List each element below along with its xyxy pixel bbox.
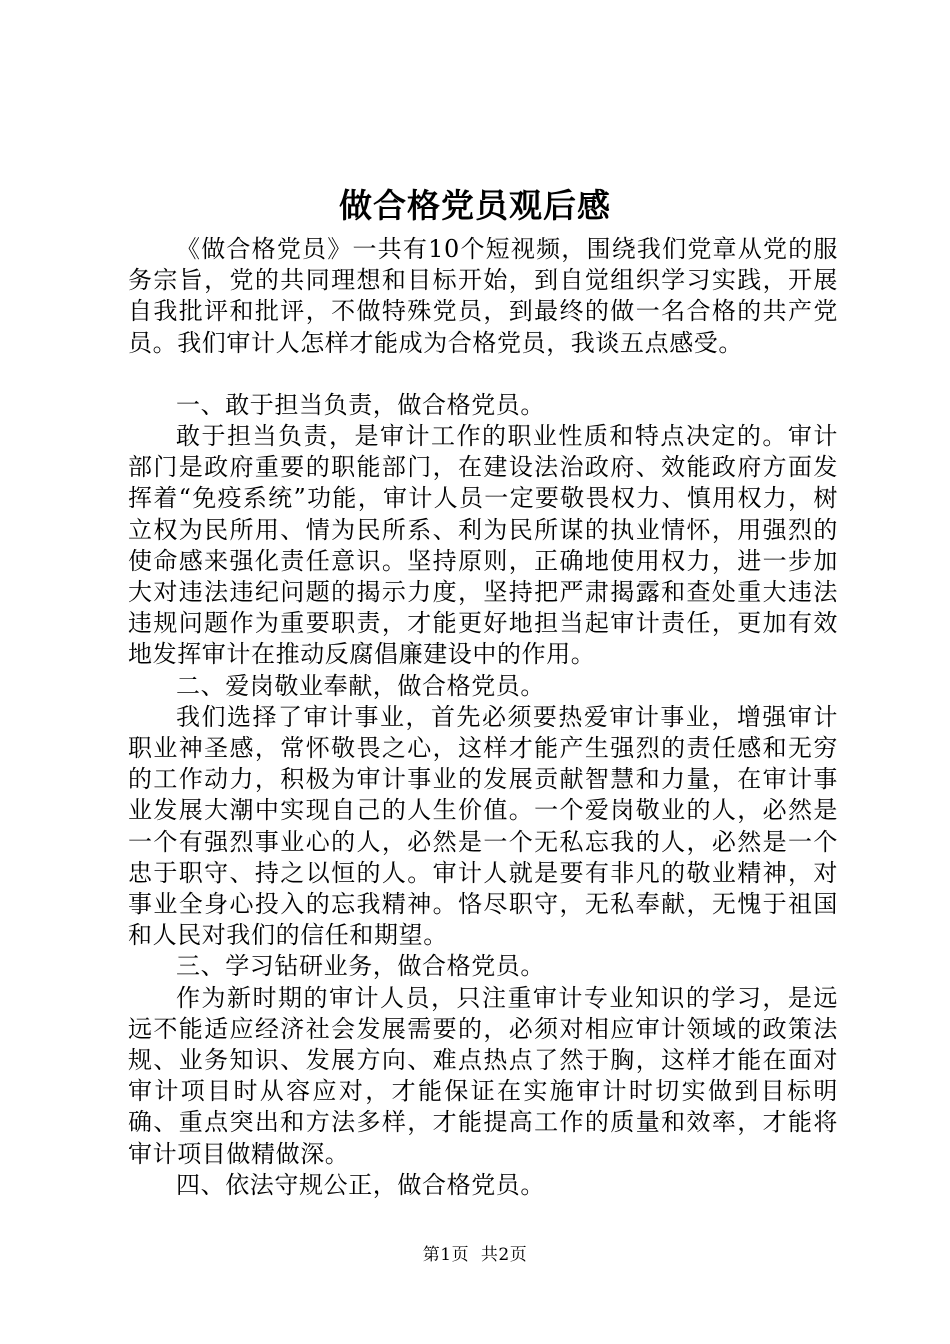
section-body-3: 作为新时期的审计人员，只注重审计专业知识的学习，是远远不能适应经济社会发展需要的，必须对相应审计领域的政策法规、业务知识、发展方向、难点热点了然于胸，这样才能在面对审计项目时从容应对，才能保证在实施审计时切实做到目标明确、重点突出和方法多样，才能提高工作的质量和效率，才能将审计项目做精做深。 [128,983,838,1168]
document-title: 做合格党员观后感 [339,186,611,225]
intro-paragraph: 《做合格党员》一共有10个短视频，围绕我们党章从党的服务宗旨，党的共同理想和目标开始，到自觉组织学习实践，开展自我批评和批评，不做特殊党员，到最终的做一名合格的共产党员。我们审计人怎样才能成为合格党员，我谈五点感受。 [128,235,838,357]
page-number: 第1页 [422,1245,470,1265]
paragraph-gap [128,359,838,390]
document-body [128,234,838,1201]
page-footer [0,1243,950,1267]
section-body-2: 我们选择了审计事业，首先必须要热爱审计事业，增强审计职业神圣感，常怀敬畏之心，这样才能产生强烈的责任感和无穷的工作动力，积极为审计事业的发展贡献智慧和力量，在审计事业发展大潮中实现自己的人生价值。一个爱岗敬业的人，必然是一个有强烈事业心的人，必然是一个无私忘我的人，必然是一个忠于职守、持之以恒的人。审计人就是要有非凡的敬业精神，对事业全身心投入的忘我精神。恪尽职守，无私奉献，无愧于祖国和人民对我们的信任和期望。 [128,702,838,950]
section-heading-4: 四、依法守规公正，做合格党员。 [176,1170,545,1199]
page-total: 共2页 [480,1245,528,1265]
section-heading-3: 三、学习钻研业务，做合格党员。 [176,952,545,981]
section-heading-2: 二、爱岗敬业奉献，做合格党员。 [176,671,545,700]
section-body-1: 敢于担当负责，是审计工作的职业性质和特点决定的。审计部门是政府重要的职能部门，在建设法治政府、效能政府方面发挥着“免疫系统”功能，审计人员一定要敬畏权力、慎用权力，树立权为民所用、情为民所系、利为民所谋的执业情怀，用强烈的使命感来强化责任意识。坚持原则，正确地使用权力，进一步加大对违法违纪问题的揭示力度，坚持把严肃揭露和查处重大违法违规问题作为重要职责，才能更好地担当起审计责任，更加有效地发挥审计在推动反腐倡廉建设中的作用。 [128,422,838,669]
section-heading-1: 一、敢于担当负责，做合格党员。 [176,390,545,419]
